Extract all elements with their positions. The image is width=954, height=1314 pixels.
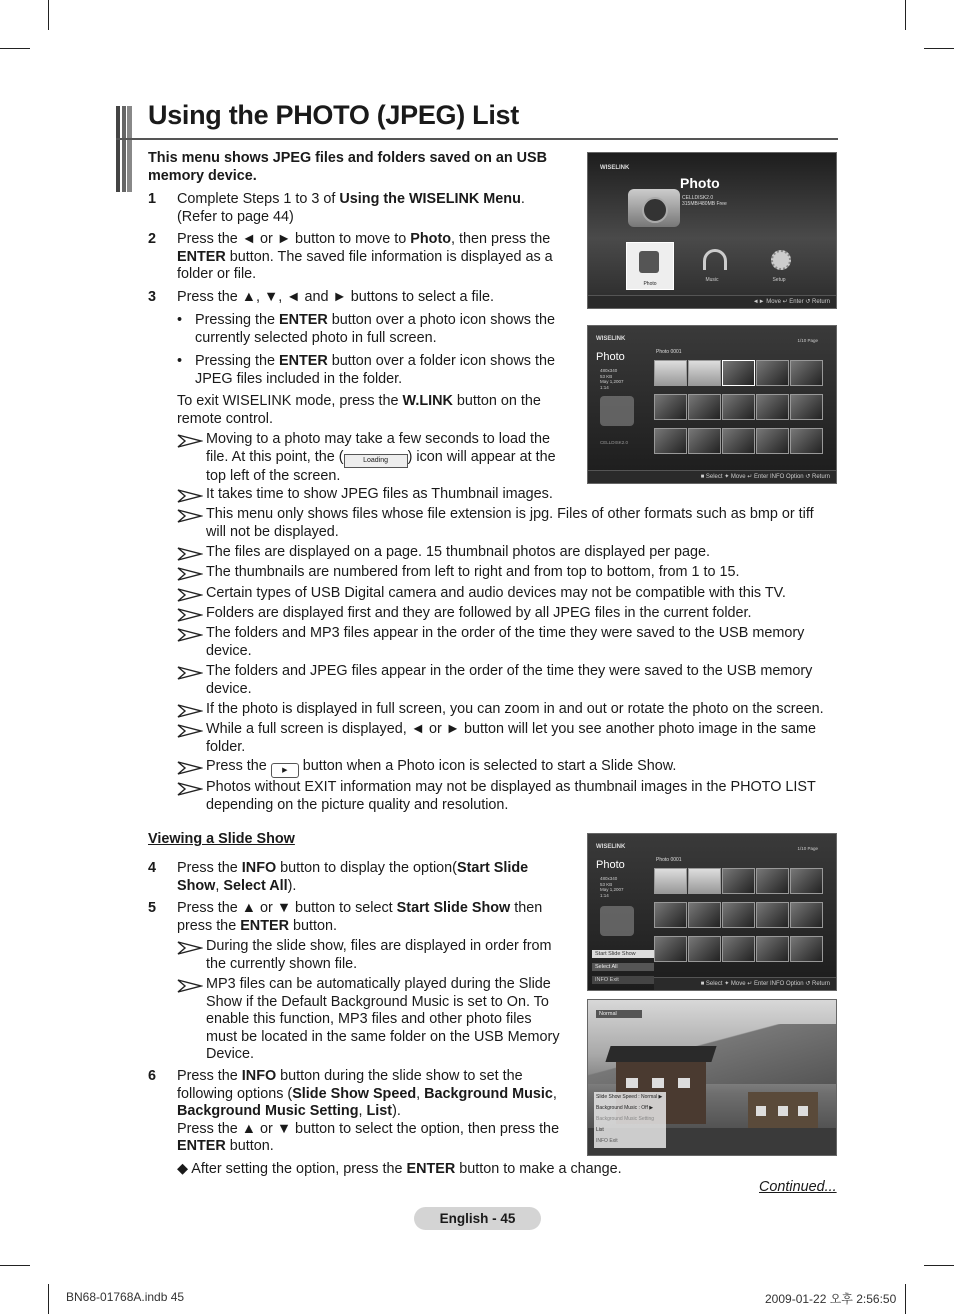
screenshot-photo-list xyxy=(587,325,837,484)
thumbnail-photo[interactable] xyxy=(756,394,789,420)
free-space: 315MB/480MB Free xyxy=(682,201,727,207)
thumbnail-photo[interactable] xyxy=(722,394,755,420)
device-name: CELLDISK2.0 xyxy=(682,195,714,201)
thumbnail-photo[interactable] xyxy=(756,360,789,386)
thumbnail-photo[interactable] xyxy=(790,936,823,962)
thumbnail-photo[interactable] xyxy=(722,902,755,928)
print-footer-right: 2009-01-22 오후 2:56:50 xyxy=(765,1292,897,1306)
step-1-text: Complete Steps 1 to 3 of Using the WISELINK Menu. (Refer to page 44) xyxy=(177,191,525,225)
option-list[interactable]: List xyxy=(596,1127,604,1133)
note-text: MP3 files can be automatically played during the Slide Show if the Default Background Music is set to On. To enable this function, MP3 files and other photo files must be located in the same folder on the USB Memory Device. xyxy=(206,976,560,1062)
screen-footer: ◄► Move ↵ Enter ↺ Return xyxy=(588,295,836,308)
thumbnail-folder[interactable] xyxy=(654,868,687,894)
note-text: While a full screen is displayed, ◄ or ► button will let you see another photo image in the same folder. xyxy=(206,721,817,755)
screen-footer: ■ Select ✦ Move ↵ Enter INFO Option ↺ Return xyxy=(654,977,836,990)
option-exit[interactable]: INFO Exit xyxy=(596,1138,618,1144)
step-number: 1 xyxy=(148,191,157,207)
list-title: Photo xyxy=(596,351,625,363)
note-arrow-icon xyxy=(177,666,203,680)
menu-title: Photo xyxy=(680,175,720,191)
page-info: 1/10 Page xyxy=(797,846,818,851)
note-text: This menu only shows files whose file extension is jpg. Files of other formats such as bmp or tiff will not be displayed. xyxy=(206,506,814,540)
note-text: The thumbnails are numbered from left to right and from top to bottom, from 1 to 15. xyxy=(206,564,740,580)
thumbnail-photo[interactable] xyxy=(756,936,789,962)
crop-mark xyxy=(0,48,30,49)
wiselink-logo: WISELINK xyxy=(600,165,630,171)
thumbnail-photo[interactable] xyxy=(654,394,687,420)
thumbnail-photo[interactable] xyxy=(790,902,823,928)
screenshot-option-menu xyxy=(587,833,837,991)
crop-mark xyxy=(924,48,954,49)
note-arrow-icon xyxy=(177,608,203,622)
mode-badge: Normal xyxy=(596,1010,642,1018)
exit-instruction: To exit WISELINK mode, press the W.LINK button on the remote control. xyxy=(177,393,541,427)
note-arrow-icon xyxy=(177,782,203,796)
play-button-icon: ▶ xyxy=(271,763,299,778)
note-arrow-icon xyxy=(177,434,203,448)
step-3-text: Press the ▲, ▼, ◄ and ► buttons to select a file. xyxy=(177,289,494,305)
category-music[interactable]: Music xyxy=(696,245,728,285)
crop-mark xyxy=(924,1265,954,1266)
thumbnail-photo[interactable] xyxy=(688,428,721,454)
list-title: Photo xyxy=(596,859,625,871)
category-setup[interactable]: Setup xyxy=(763,245,795,285)
thumbnail-photo[interactable] xyxy=(722,868,755,894)
file-info: 480x340 53 KB May 1,2007 1:14 xyxy=(600,876,624,898)
thumbnail-folder[interactable] xyxy=(654,360,687,386)
step-2-text: Press the ◄ or ► button to move to Photo, then press the ENTER button. The saved file information is displayed as a folder or file. xyxy=(177,231,553,282)
screenshot-wiselink-menu xyxy=(587,152,837,309)
thumbnail-photo[interactable] xyxy=(790,394,823,420)
bullet-2-text: Pressing the ENTER button over a folder icon shows the JPEG files included in the folder. xyxy=(195,353,555,387)
note-arrow-icon xyxy=(177,489,203,503)
note-text: The folders and MP3 files appear in the order of the time they were saved to the USB memory device. xyxy=(206,625,805,659)
option-select-all[interactable]: Select All xyxy=(592,963,654,971)
folder-label: Photo 0001 xyxy=(656,857,682,863)
headphones-icon xyxy=(703,249,727,270)
step-number: 5 xyxy=(148,900,157,916)
thumbnail-photo[interactable] xyxy=(790,868,823,894)
slide-show-options xyxy=(594,1092,666,1148)
thumbnail-photo[interactable] xyxy=(722,428,755,454)
option-start-slide-show[interactable]: Start Slide Show xyxy=(592,950,654,958)
loading-icon: Loading xyxy=(344,454,408,468)
title-rule xyxy=(116,138,838,140)
note-text: Folders are displayed first and they are followed by all JPEG files in the current folder. xyxy=(206,605,752,621)
note-arrow-icon xyxy=(177,588,203,602)
thumbnail-photo[interactable] xyxy=(756,902,789,928)
option-background-music[interactable]: Background Music : Off ▶ xyxy=(596,1105,654,1111)
thumbnail-folder[interactable] xyxy=(688,360,721,386)
note-arrow-icon xyxy=(177,704,203,718)
note-text: During the slide show, files are displayed in order from the currently shown file. xyxy=(206,938,552,972)
option-exit[interactable]: INFO Exit xyxy=(592,976,654,984)
device-name: CELLDISK2.0 xyxy=(600,440,629,445)
step-5-text: Press the ▲ or ▼ button to select Start Slide Show then press the ENTER button. xyxy=(177,900,543,934)
crop-mark xyxy=(48,0,49,30)
thumbnail-photo[interactable] xyxy=(722,936,755,962)
note-arrow-icon xyxy=(177,567,203,581)
step-number: 6 xyxy=(148,1068,157,1084)
note-text: The folders and JPEG files appear in the order of the time they were saved to the USB memory device. xyxy=(206,663,813,697)
camera-icon xyxy=(628,189,680,227)
note-text: It takes time to show JPEG files as Thumbnail images. xyxy=(206,486,553,502)
thumbnail-photo[interactable] xyxy=(654,936,687,962)
thumbnail-photo[interactable] xyxy=(654,902,687,928)
file-info: 480x340 53 KB May 1,2007 1:14 xyxy=(600,368,624,390)
note-arrow-icon xyxy=(177,979,203,993)
step-number: 4 xyxy=(148,860,157,876)
bullet-marker: • xyxy=(177,312,183,328)
photo-icon xyxy=(639,251,659,273)
thumbnail-folder[interactable] xyxy=(688,868,721,894)
note-text: Moving to a photo may take a few seconds to load the file. At this point, the ( Loading ) icon will appear at the top left of the screen. xyxy=(206,431,556,484)
wiselink-logo: WISELINK xyxy=(596,336,626,342)
option-background-music-setting[interactable]: Background Music Setting xyxy=(596,1116,655,1122)
step-number: 2 xyxy=(148,231,157,247)
crop-mark xyxy=(905,0,906,30)
thumbnail-photo[interactable] xyxy=(722,360,755,386)
note-text: Press the ▶ button when a Photo icon is selected to start a Slide Show. xyxy=(206,758,846,778)
camera-icon xyxy=(600,396,634,426)
folder-label: Photo 0001 xyxy=(656,349,682,355)
thumbnail-photo[interactable] xyxy=(756,428,789,454)
thumbnail-photo[interactable] xyxy=(688,902,721,928)
thumbnail-photo[interactable] xyxy=(756,868,789,894)
screenshot-slide-show xyxy=(587,999,837,1156)
thumbnail-grid xyxy=(654,360,824,464)
note-arrow-icon xyxy=(177,724,203,738)
crop-mark xyxy=(48,1284,49,1314)
option-slide-show-speed[interactable]: Slide Show Speed : Normal ▶ xyxy=(596,1094,663,1100)
continued-label: Continued... xyxy=(759,1179,837,1195)
tip-text: ◆ After setting the option, press the ENTER button to make a change. xyxy=(177,1161,622,1177)
intro-text: This menu shows JPEG files and folders saved on an USB memory device. xyxy=(148,150,548,184)
note-arrow-icon xyxy=(177,628,203,642)
note-text: Photos without EXIT information may not be displayed as thumbnail images in the PHOTO LIST depending on the picture quality and resolution. xyxy=(206,779,816,813)
gear-icon xyxy=(771,250,791,270)
step-number: 3 xyxy=(148,289,157,305)
page-title: Using the PHOTO (JPEG) List xyxy=(148,100,519,130)
page-number-badge: English - 45 xyxy=(414,1207,541,1230)
note-text: Certain types of USB Digital camera and audio devices may not be compatible with this TV. xyxy=(206,585,786,601)
crop-mark xyxy=(0,1265,30,1266)
note-arrow-icon xyxy=(177,509,203,523)
thumbnail-grid xyxy=(654,868,824,972)
note-text: If the photo is displayed in full screen, you can zoom in and out or rotate the photo on the screen. xyxy=(206,701,824,717)
bullet-1-text: Pressing the ENTER button over a photo icon shows the currently selected photo in full screen. xyxy=(195,312,555,346)
title-accent-bar xyxy=(116,106,132,192)
note-text: The files are displayed on a page. 15 thumbnail photos are displayed per page. xyxy=(206,544,711,560)
thumbnail-photo[interactable] xyxy=(688,936,721,962)
category-photo[interactable]: Photo xyxy=(626,242,674,290)
thumbnail-photo[interactable] xyxy=(654,428,687,454)
note-arrow-icon xyxy=(177,761,203,775)
thumbnail-photo[interactable] xyxy=(688,394,721,420)
print-footer-left: BN68-01768A.indb 45 xyxy=(66,1290,185,1304)
camera-icon xyxy=(600,906,634,936)
step-4-text: Press the INFO button to display the option(Start Slide Show, Select All). xyxy=(177,860,529,894)
wiselink-logo: WISELINK xyxy=(596,844,626,850)
screen-footer: ■ Select ✦ Move ↵ Enter INFO Option ↺ Return xyxy=(588,470,836,483)
section-heading: Viewing a Slide Show xyxy=(148,831,295,847)
step-6-text: Press the INFO button during the slide show to set the following options (Slide Show Speed, Background Music, Background Music Setting, List). Press the ▲ or ▼ button to select the option, then press the ENTER button. xyxy=(177,1068,560,1154)
thumbnail-photo[interactable] xyxy=(790,360,823,386)
crop-mark xyxy=(905,1284,906,1314)
bullet-marker: • xyxy=(177,353,183,369)
note-arrow-icon xyxy=(177,941,203,955)
page-info: 1/10 Page xyxy=(797,338,818,343)
thumbnail-photo[interactable] xyxy=(790,428,823,454)
note-arrow-icon xyxy=(177,547,203,561)
